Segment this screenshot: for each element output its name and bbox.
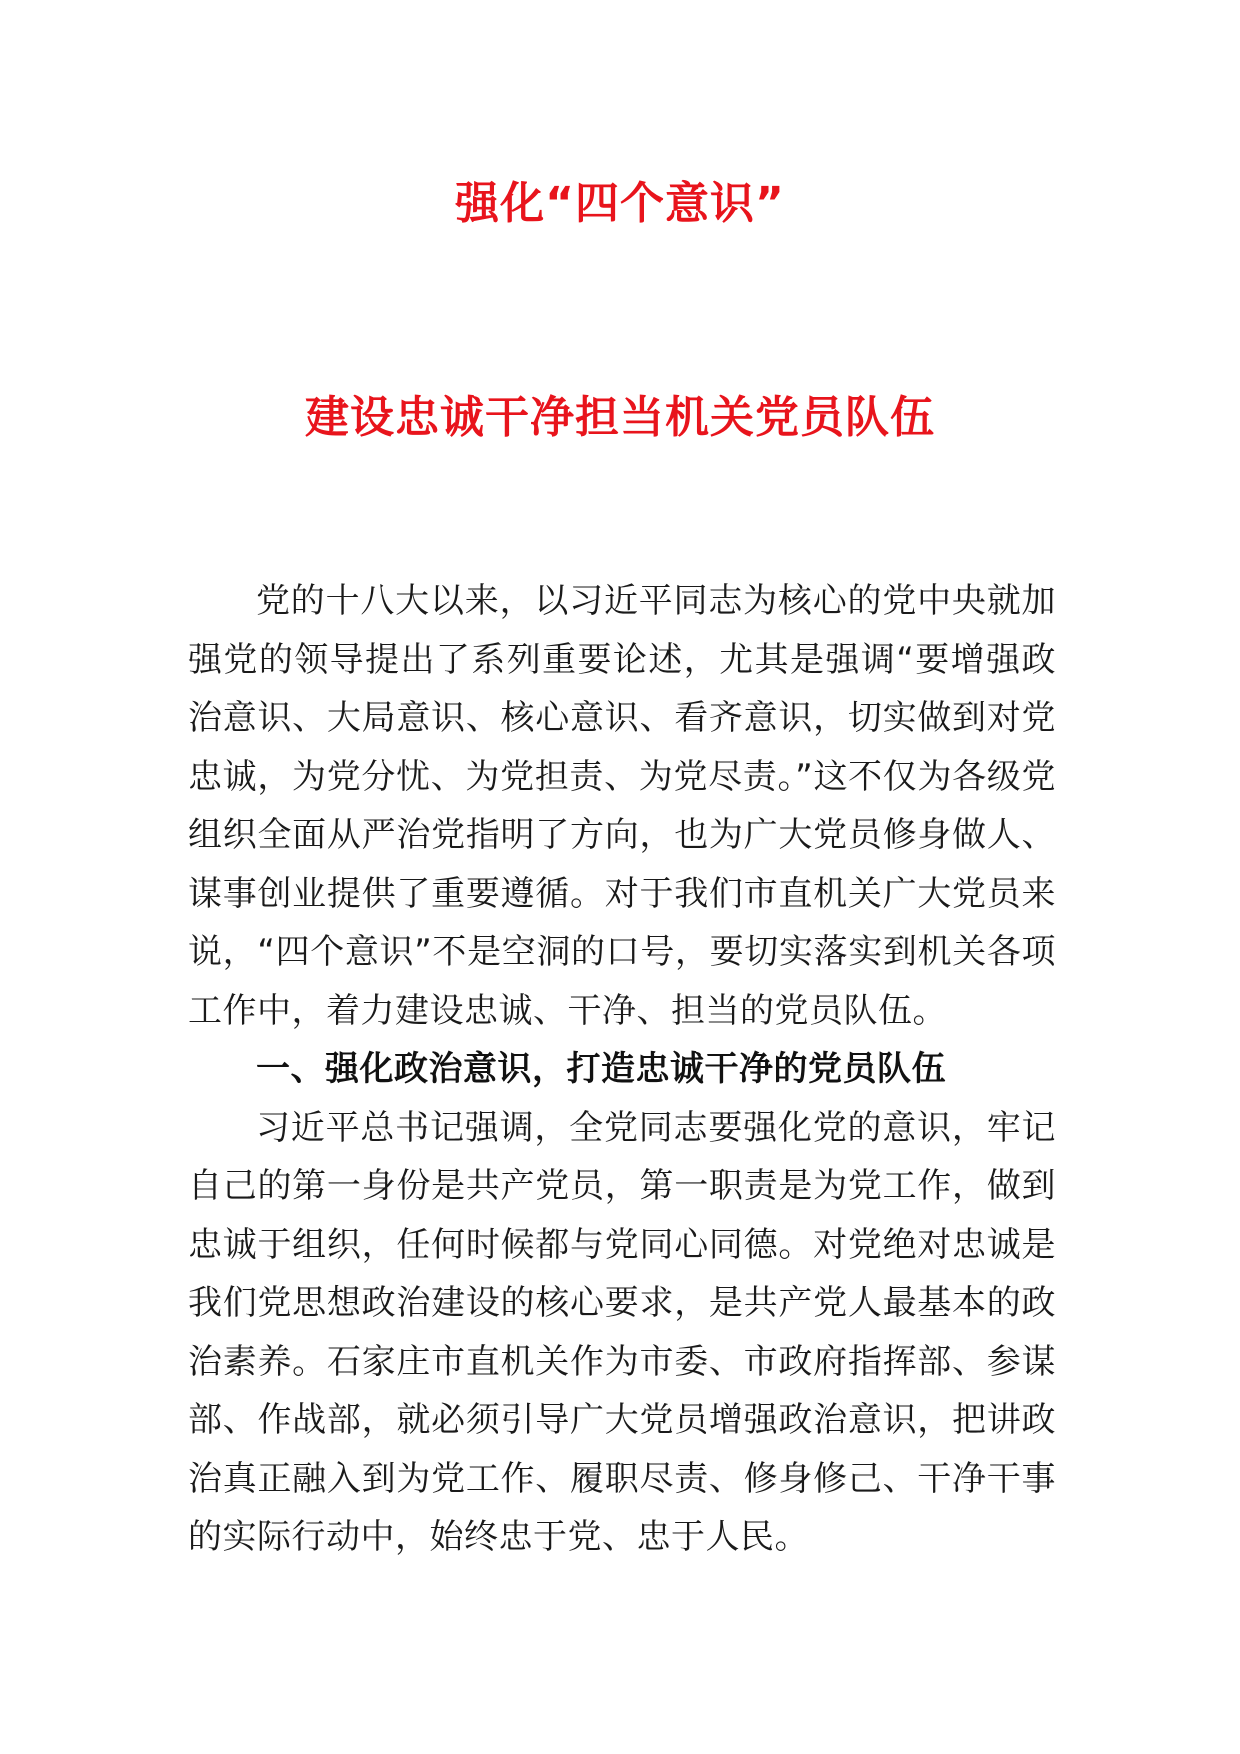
document-title-line-1: 强化“四个意识” xyxy=(455,178,785,229)
section-heading-1: 一、强化政治意识，打造忠诚干净的党员队伍 xyxy=(256,1049,946,1089)
body-paragraph-2: 习近平总书记强调，全党同志要强化党的意识，牢记自己的第一身份是共产党员，第一职责是为党工作，做到忠诚于组织，任何时候都与党同心同德。对党绝对忠诚是我们党思想政治建设的核心要求，是共产党人最基本的政治素养。石家庄市直机关作为市委、市政府指挥部、参谋部、作战部，就必须引导广大党员增强政治意识，把讲政治真正融入到为党工作、履职尽责、修身修己、干净干事的实际行动中，始终忠于党、忠于人民。 xyxy=(188,1107,1056,1557)
body-paragraph-1: 党的十八大以来，以习近平同志为核心的党中央就加强党的领导提出了系列重要论述，尤其是强调“要增强政治意识、大局意识、核心意识、看齐意识，切实做到对党忠诚，为党分忧、为党担责、为党尽责。”这不仅为各级党组织全面从严治党指明了方向，也为广大党员修身做人、谋事创业提供了重要遵循。对于我们市直机关广大党员来说，“四个意识”不是空洞的口号，要切实落实到机关各项工作中，着力建设忠诚、干净、担当的党员队伍。 xyxy=(188,581,1056,1031)
document-title-line-2: 建设忠诚干净担当机关党员队伍 xyxy=(305,392,935,443)
document-body xyxy=(188,572,1056,1567)
